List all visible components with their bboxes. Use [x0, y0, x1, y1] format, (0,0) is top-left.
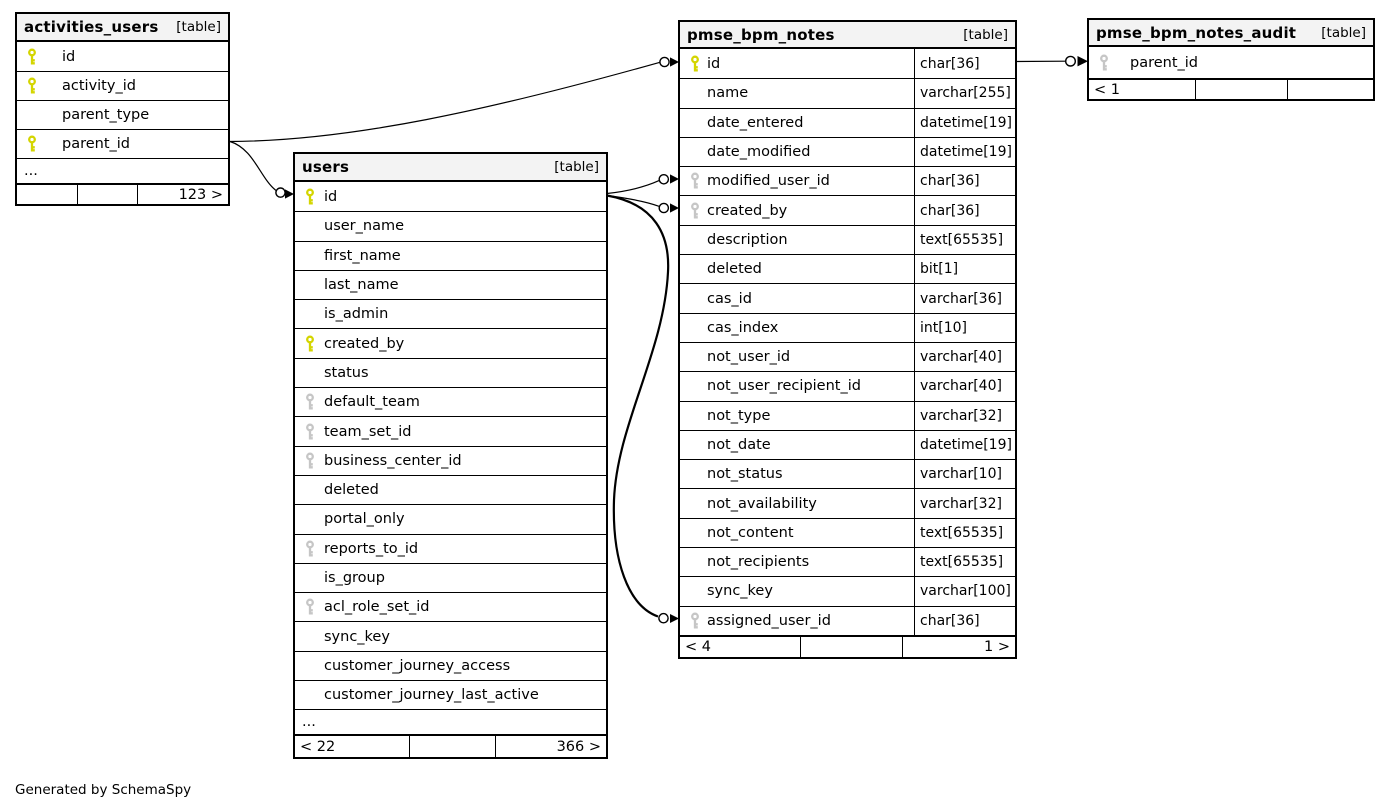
column-row	[680, 166, 1015, 195]
foreign-key-icon	[305, 452, 315, 469]
column-name: first_name	[324, 247, 401, 264]
column-type: text[65535]	[914, 226, 1015, 254]
column-type: datetime[19]	[914, 138, 1015, 166]
column-name: not_recipients	[707, 554, 810, 571]
column-row	[295, 241, 606, 270]
column-type: varchar[255]	[914, 79, 1015, 107]
column-row	[17, 42, 228, 71]
column-name: not_user_id	[707, 349, 791, 366]
column-row	[295, 270, 606, 299]
column-row	[295, 534, 606, 563]
table-footer	[17, 183, 228, 204]
table-title: pmse_bpm_notes	[687, 25, 835, 44]
column-name: is_admin	[324, 306, 389, 323]
column-name: sync_key	[707, 583, 773, 600]
column-type: char[36]	[914, 49, 1015, 78]
column-row	[295, 621, 606, 650]
column-row	[680, 78, 1015, 107]
column-name: not_content	[707, 524, 794, 541]
footer-cell	[1195, 80, 1287, 99]
column-name: sync_key	[324, 628, 390, 645]
column-type: char[36]	[914, 607, 1015, 635]
column-row	[295, 504, 606, 533]
column-type: varchar[40]	[914, 372, 1015, 400]
foreign-key-icon	[1099, 54, 1109, 71]
table-footer	[295, 734, 606, 757]
column-name: default_team	[324, 394, 420, 411]
column-row	[680, 313, 1015, 342]
column-name: date_entered	[707, 114, 804, 131]
column-type: char[36]	[914, 196, 1015, 224]
column-row	[680, 49, 1015, 78]
primary-key-icon	[305, 188, 315, 205]
column-row	[295, 563, 606, 592]
column-row	[680, 488, 1015, 517]
footer-cell: < 22	[300, 738, 336, 755]
table-title: activities_users	[24, 18, 159, 36]
column-row	[680, 518, 1015, 547]
column-row	[17, 71, 228, 100]
column-type: varchar[10]	[914, 460, 1015, 488]
table-pmse_bpm_notes_audit	[1087, 18, 1375, 101]
column-row	[680, 254, 1015, 283]
edge-users-id-to-pmse_bpm_notes-created_by	[607, 196, 659, 207]
generator-credit: Generated by SchemaSpy	[15, 782, 192, 798]
column-name: last_name	[324, 277, 399, 294]
table-header-users[interactable]	[295, 154, 606, 182]
column-type: datetime[19]	[914, 109, 1015, 137]
column-type: bit[1]	[914, 255, 1015, 283]
column-name: reports_to_id	[324, 540, 419, 557]
column-name: ...	[302, 714, 316, 731]
column-type: int[10]	[914, 314, 1015, 342]
table-footer	[1089, 78, 1373, 99]
table-badge: [table]	[1321, 24, 1366, 41]
footer-cell: 123 >	[137, 185, 228, 204]
column-row	[1089, 47, 1373, 78]
column-name: business_center_id	[324, 452, 462, 469]
footer-cell: 1 >	[902, 637, 1015, 657]
column-row	[295, 387, 606, 416]
column-row	[680, 108, 1015, 137]
column-row	[680, 547, 1015, 576]
column-type: datetime[19]	[914, 431, 1015, 459]
foreign-key-icon	[305, 599, 315, 616]
column-name: cas_index	[707, 319, 779, 336]
column-name: is_group	[324, 570, 385, 586]
column-type: text[65535]	[914, 548, 1015, 576]
column-name: not_user_recipient_id	[707, 378, 861, 395]
column-row	[680, 137, 1015, 166]
column-list	[295, 182, 606, 734]
footer-cell: 366 >	[495, 736, 606, 757]
table-activities_users	[15, 12, 230, 206]
table-header-activities_users[interactable]	[17, 14, 228, 42]
footer-cell	[1287, 80, 1373, 99]
foreign-key-icon	[690, 202, 700, 219]
table-header-pmse_bpm_notes_audit[interactable]	[1089, 20, 1373, 47]
column-name: description	[707, 231, 788, 248]
column-name: not_date	[707, 437, 771, 453]
column-row	[17, 129, 228, 158]
ellipsis-row	[295, 709, 606, 734]
column-row	[295, 358, 606, 387]
column-name: parent_id	[1130, 54, 1199, 71]
column-name: id	[324, 188, 338, 205]
column-row	[680, 225, 1015, 254]
edge-users-id-to-pmse_bpm_notes-assigned_user_id	[607, 196, 668, 617]
column-row	[295, 211, 606, 240]
table-pmse_bpm_notes	[678, 20, 1017, 659]
column-name: team_set_id	[324, 423, 412, 440]
column-name: acl_role_set_id	[324, 599, 430, 616]
column-type: varchar[32]	[914, 402, 1015, 430]
column-name: deleted	[324, 482, 379, 499]
primary-key-icon	[27, 136, 37, 153]
column-type: varchar[100]	[914, 577, 1015, 605]
column-name: created_by	[707, 202, 788, 219]
column-name: deleted	[707, 261, 762, 278]
table-header-pmse_bpm_notes[interactable]	[680, 22, 1015, 49]
table-title: users	[302, 158, 350, 176]
column-name: customer_journey_access	[324, 657, 511, 674]
column-type: varchar[36]	[914, 284, 1015, 312]
edge-activities_users-parent_id-to-users-id	[230, 142, 276, 191]
table-footer	[680, 635, 1015, 657]
column-name: customer_journey_last_active	[324, 687, 539, 704]
foreign-key-icon	[305, 394, 315, 411]
column-row	[295, 592, 606, 621]
column-name: id	[707, 55, 721, 72]
column-row	[295, 475, 606, 504]
primary-key-icon	[27, 78, 37, 95]
column-list	[17, 42, 228, 183]
column-name: parent_id	[62, 136, 131, 152]
column-row	[295, 328, 606, 357]
column-name: ...	[24, 163, 38, 179]
column-row	[295, 446, 606, 475]
column-row	[295, 182, 606, 211]
column-name: name	[707, 85, 749, 102]
column-name: created_by	[324, 335, 405, 352]
footer-cell: < 1	[1094, 81, 1120, 98]
column-name: portal_only	[324, 511, 405, 528]
ellipsis-row	[17, 158, 228, 183]
footer-cell	[77, 185, 137, 204]
edge-activities_users-parent_id-to-pmse_bpm_notes-id	[230, 62, 660, 141]
edge-users-id-to-pmse_bpm_notes-modified_user_id	[607, 181, 659, 194]
column-row	[680, 576, 1015, 605]
column-name: assigned_user_id	[707, 612, 831, 629]
column-type: varchar[40]	[914, 343, 1015, 371]
primary-key-icon	[27, 48, 37, 65]
column-row	[680, 430, 1015, 459]
column-list	[1089, 47, 1373, 78]
column-name: status	[324, 364, 369, 381]
primary-key-icon	[690, 55, 700, 72]
column-row	[680, 371, 1015, 400]
column-type: varchar[32]	[914, 489, 1015, 517]
column-name: not_status	[707, 466, 783, 483]
footer-cell	[800, 637, 902, 657]
column-type: char[36]	[914, 167, 1015, 195]
column-row	[295, 680, 606, 709]
foreign-key-icon	[305, 540, 315, 557]
footer-cell	[409, 736, 495, 757]
column-row	[295, 416, 606, 445]
column-row	[680, 459, 1015, 488]
column-name: user_name	[324, 218, 404, 235]
table-badge: [table]	[963, 26, 1008, 43]
foreign-key-icon	[690, 173, 700, 190]
column-row	[680, 283, 1015, 312]
column-row	[680, 606, 1015, 635]
footer-cell: < 4	[685, 638, 711, 655]
column-type: text[65535]	[914, 519, 1015, 547]
column-name: activity_id	[62, 78, 136, 94]
footer-cell	[17, 185, 77, 204]
column-row	[295, 299, 606, 328]
column-row	[17, 100, 228, 129]
foreign-key-icon	[690, 612, 700, 629]
column-name: id	[62, 48, 76, 65]
column-name: not_availability	[707, 495, 817, 512]
column-row	[295, 651, 606, 680]
column-name: date_modified	[707, 144, 811, 161]
column-name: modified_user_id	[707, 173, 830, 190]
table-users	[293, 152, 608, 759]
table-title: pmse_bpm_notes_audit	[1096, 23, 1297, 42]
foreign-key-icon	[305, 423, 315, 440]
column-name: cas_id	[707, 290, 752, 307]
primary-key-icon	[305, 335, 315, 352]
column-row	[680, 342, 1015, 371]
column-row	[680, 401, 1015, 430]
column-name: not_type	[707, 407, 771, 424]
column-name: parent_type	[62, 107, 150, 123]
table-badge: [table]	[176, 19, 221, 35]
column-list	[680, 49, 1015, 635]
column-row	[680, 195, 1015, 224]
table-badge: [table]	[554, 159, 599, 175]
